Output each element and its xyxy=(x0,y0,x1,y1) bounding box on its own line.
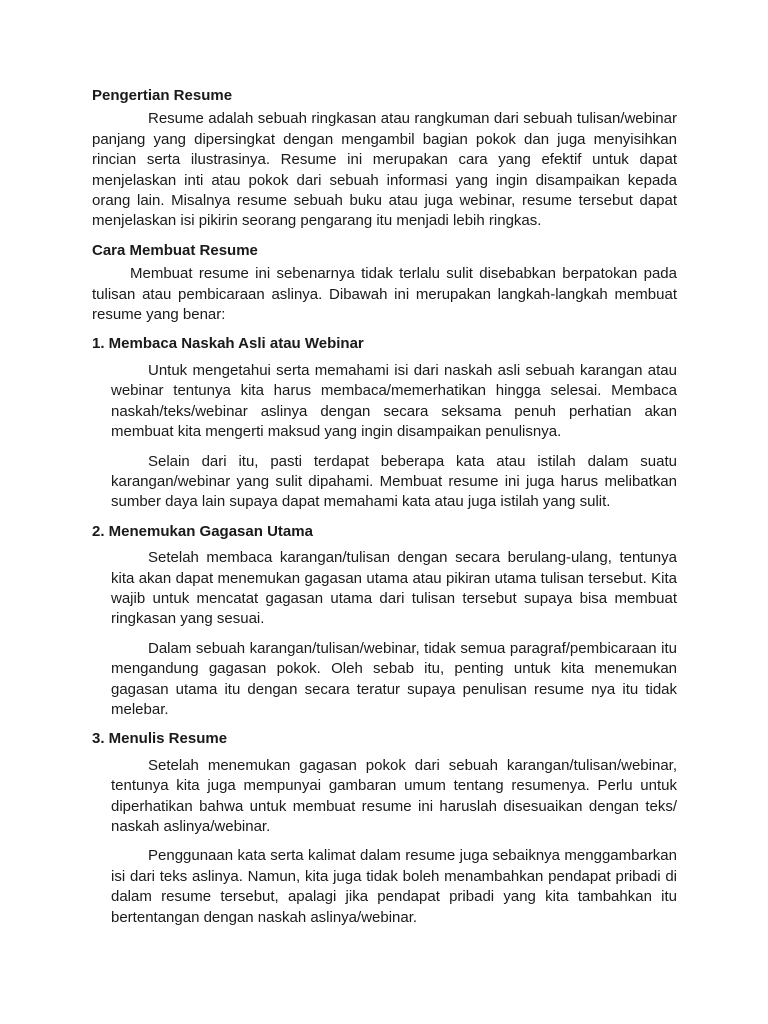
step-2-paragraph-2: Dalam sebuah karangan/tulisan/webinar, tidak semua paragraf/pembicaraan itu mengandung gagasan pokok. Oleh sebab itu, penting untuk kita menemukan gagasan utama itu dengan secara teratur supaya penulisan resume nya itu tidak melebar. xyxy=(111,639,677,718)
step-1-paragraph-1: Untuk mengetahui serta memahami isi dari naskah asli sebuah karangan atau webinar tentunya kita harus membaca/memerhatikan hingga selesai. Membaca naskah/teks/webinar aslinya dengan secara seksama penuh perhatian akan membuat kita mengerti maksud yang ingin disampaikan penulisnya. xyxy=(111,361,677,441)
step-3-title: 3. Menulis Resume xyxy=(92,730,228,748)
section-title-cara-membuat-resume: Cara Membuat Resume xyxy=(92,241,258,259)
step-2-paragraph-1: Setelah membaca karangan/tulisan dengan secara berulang-ulang, tentunya kita akan dapat menemukan gagasan utama atau pikiran utama tulisan tersebut. Kita wajib untuk mencatat gagasan utama dari tulisan tersebut supaya bisa membuat ringkasan yang sesuai. xyxy=(111,549,677,628)
step-3 xyxy=(92,729,677,928)
paragraph-cara-membuat: Membuat resume ini sebenarnya tidak terlalu sulit disebabkan berpatokan pada tulisan atau pembicaraan aslinya. Dibawah ini merupakan langkah-langkah membuat resume yang benar: xyxy=(92,265,677,324)
step-3-paragraph-1: Setelah menemukan gagasan pokok dari sebuah karangan/tulisan/webinar, tentunya kita juga mempunyai gambaran umum tentang resumenya. Perlu untuk diperhatikan bahwa untuk membuat resume ini haruslah disesuaikan dengan teks/ naskah aslinya/webinar. xyxy=(111,756,677,835)
paragraph-pengertian: Resume adalah sebuah ringkasan atau rangkuman dari sebuah tulisan/webinar panjang yang dipersingkat dengan mengambil bagian pokok dan juga menyisihkan rincian serta ilustrasinya. Resume ini merupakan cara yang efektif untuk dapat menjelaskan inti atau pokok dari sebuah informasi yang ingin disampaikan kepada orang lain. Misalnya resume sebuah buku atau juga webinar, resume tersebut dapat menjelaskan isi pikirin seorang pengarang itu menjadi lebih ringkas. xyxy=(92,110,677,230)
step-3-paragraph-2: Penggunaan kata serta kalimat dalam resume juga sebaiknya menggambarkan isi dari teks aslinya. Namun, kita juga tidak boleh menambahkan pendapat pribadi di dalam resume tersebut, apalagi jika pendapat pribadi yang kita tambahkan itu bertentangan dengan naskah aslinya/webinar. xyxy=(111,847,677,926)
section-title-pengertian-resume: Pengertian Resume xyxy=(92,87,233,104)
step-1 xyxy=(92,334,677,512)
step-2-title: 2. Menemukan Gagasan Utama xyxy=(92,522,313,540)
step-1-title: 1. Membaca Naskah Asli atau Webinar xyxy=(92,335,364,353)
step-1-paragraph-2: Selain dari itu, pasti terdapat beberapa kata atau istilah dalam suatu karangan/webinar yang sulit dipahami. Membuat resume ini juga harus melibatkan sumber daya lain supaya dapat memahami kata atau juga istilah yang sulit. xyxy=(111,452,677,511)
step-2 xyxy=(92,522,677,721)
